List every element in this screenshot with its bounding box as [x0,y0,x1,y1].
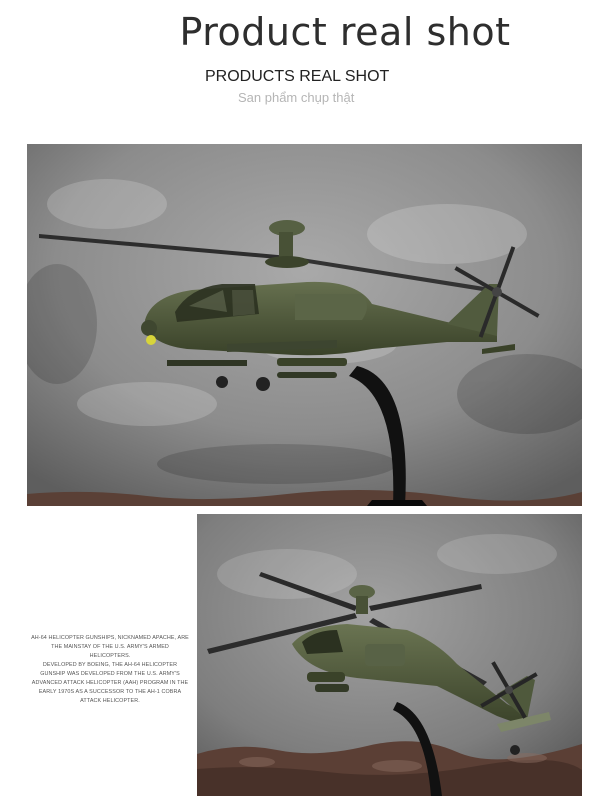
page-title: Product real shot [179,10,511,54]
description-paragraph: DEVELOPED BY BOEING, THE AH-64 HELICOPTER GUNSHIP WAS DEVELOPED FROM THE U.S. ARMY'S ADVANCED ATTACK HELICOPTER (AAH) PROGRAM IN THE EARLY 1970S AS A SUCCESSOR TO THE AH-1 COBRA ATTACK HELICOPTER. [31,662,189,704]
description-paragraph: AH-64 HELICOPTER GUNSHIPS, NICKNAMED APACHE, ARE THE MAINSTAY OF THE U.S. ARMY'S ARMED HELICOPTERS. [31,635,189,659]
product-description [30,634,190,706]
product-photo-angled-view [197,514,582,796]
product-photo-side-view [27,144,582,506]
vietnamese-subtitle: San phẩm chụp thật [238,90,355,105]
products-subtitle: PRODUCTS REAL SHOT [205,68,390,85]
